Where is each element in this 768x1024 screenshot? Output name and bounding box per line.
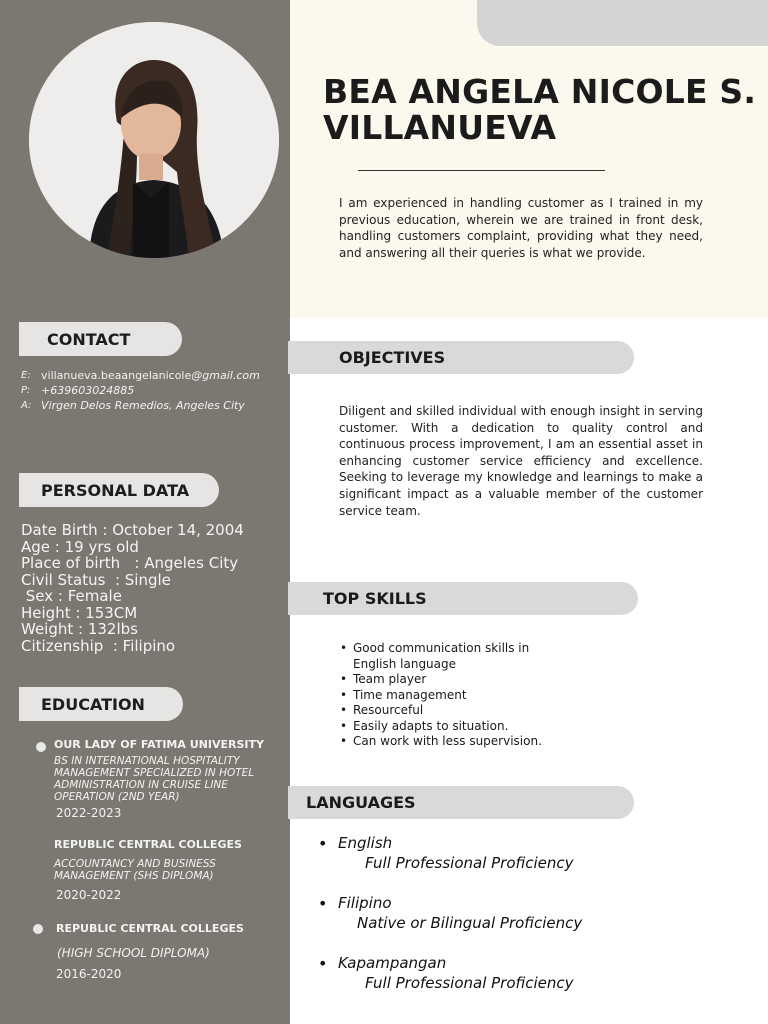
education-degree: BS IN INTERNATIONAL HOSPITALITY MANAGEMENT SPECIALIZED IN HOTEL ADMINISTRATION IN CRUISE LINE OPERATION (2ND YEAR) (54, 755, 255, 803)
language-level: Native or Bilingual Proficiency (357, 914, 583, 932)
contact-email-row (21, 368, 283, 383)
bullet-icon: • (318, 834, 328, 853)
skill-text: Time management (353, 687, 467, 702)
profile-photo-illustration (29, 22, 279, 258)
education-school: REPUBLIC CENTRAL COLLEGES (56, 922, 244, 935)
phone-key: P: (21, 385, 31, 396)
education-degree: (HIGH SCHOOL DIPLOMA) (57, 946, 210, 960)
language-name: Kapampangan (338, 954, 447, 972)
bullet-dot-icon (33, 924, 43, 934)
contact-list (21, 368, 283, 413)
skill-item (340, 703, 653, 719)
summary-text: I am experienced in handling customer as I trained in my previous education, wherein we are trained in front desk, handling customers complaint, providing what they need, and answering all their queries is what we provide. (339, 196, 703, 260)
objectives-heading: OBJECTIVES (288, 341, 634, 374)
education-school: REPUBLIC CENTRAL COLLEGES (54, 838, 242, 851)
skill-text: Easily adapts to situation. (353, 718, 509, 733)
skill-item (340, 641, 653, 657)
bullet-icon: • (318, 954, 328, 973)
language-level: Full Professional Proficiency (365, 974, 574, 992)
languages-heading: LANGUAGES (288, 786, 634, 819)
personal-data-line: Weight : 132lbs (21, 620, 138, 638)
language-name: Filipino (338, 894, 392, 912)
education-heading: EDUCATION (19, 687, 183, 721)
name-divider (358, 170, 605, 171)
address-key: A: (21, 400, 32, 411)
personal-data-line: Height : 153CM (21, 603, 138, 622)
skill-text: Team player (353, 672, 427, 686)
email-domain: @gmail.com (191, 369, 260, 382)
skill-text: Resourceful (353, 703, 424, 717)
skill-text: English language (353, 656, 457, 671)
bullet-icon: • (340, 641, 348, 655)
objectives-text: Diligent and skilled individual with enough insight in serving customer. With a dedication to quality control and continuous process improvement, I am an essential asset in enhancing customer service efficiency and excellence. Seeking to leverage my knowledge and learnings to make a significant impact as a valuable member of the customer service team. (339, 404, 703, 518)
email-key: E: (21, 370, 31, 381)
personal-data-line: Age : 19 yrs old (21, 537, 139, 556)
bullet-dot-icon (36, 742, 46, 752)
bullet-icon: • (340, 672, 348, 686)
top-skills-heading: TOP SKILLS (288, 582, 638, 615)
education-years: 2020-2022 (56, 888, 122, 902)
skill-item-continued (353, 657, 653, 673)
decorative-pill (477, 0, 768, 46)
name-line-1: BEA ANGELA NICOLE S. (323, 72, 757, 111)
profile-photo (29, 22, 279, 258)
personal-data-line: Civil Status : Single (21, 570, 171, 589)
skill-item (340, 734, 653, 750)
email-user: villanueva.beaangelanicole (41, 369, 192, 382)
bullet-icon: • (318, 894, 328, 913)
bullet-icon: • (340, 687, 348, 702)
contact-heading: CONTACT (19, 322, 182, 356)
email-link[interactable] (41, 368, 260, 383)
contact-phone-row (21, 383, 283, 398)
contact-address-row (21, 398, 283, 413)
personal-data-list (21, 522, 286, 654)
bullet-icon: • (340, 718, 348, 733)
education-years: 2022-2023 (56, 806, 122, 820)
name-block (323, 74, 763, 146)
education-years: 2016-2020 (56, 967, 122, 981)
skills-list (340, 641, 653, 750)
personal-data-line: Sex : Female (21, 587, 122, 605)
education-degree: ACCOUNTANCY AND BUSINESS MANAGEMENT (SHS DIPLOMA) (54, 858, 216, 882)
skill-text: Can work with less supervision. (353, 734, 542, 748)
phone-number: +639603024885 (41, 384, 135, 397)
personal-data-line: Place of birth : Angeles City (21, 554, 239, 572)
personal-data-line: Citizenship : Filipino (21, 636, 176, 655)
sidebar (0, 0, 290, 1024)
personal-data-heading: PERSONAL DATA (19, 473, 219, 507)
personal-data-line: Date Birth : October 14, 2004 (21, 521, 244, 539)
bullet-icon: • (340, 734, 348, 748)
address: Virgen Delos Remedios, Angeles City (41, 399, 245, 412)
skill-text: Good communication skills in (353, 641, 530, 655)
education-school: OUR LADY OF FATIMA UNIVERSITY (54, 738, 264, 751)
skill-item (340, 718, 653, 735)
skill-item (340, 687, 653, 704)
header-background (290, 0, 768, 318)
bullet-icon: • (340, 703, 348, 717)
skill-item (340, 672, 653, 688)
language-level: Full Professional Proficiency (365, 854, 574, 872)
name-line-2: VILLANUEVA (323, 108, 557, 147)
language-name: English (338, 834, 393, 852)
